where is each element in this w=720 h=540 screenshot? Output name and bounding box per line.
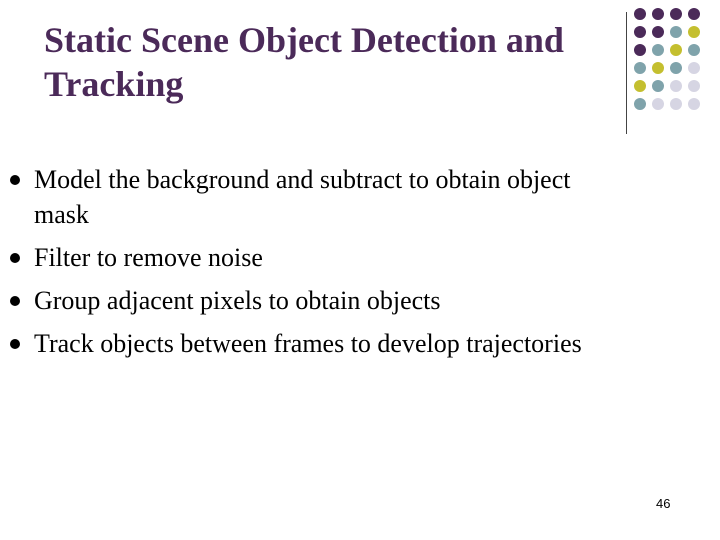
bullet-item [12,283,612,318]
bullet-text: Model the background and subtract to obtain object mask [34,165,571,229]
decorative-dot [670,44,682,56]
decorative-dot [688,80,700,92]
decorative-dot [634,26,646,38]
bullet-dot-icon [10,175,20,185]
decorative-dot [634,98,646,110]
decorative-dot [670,62,682,74]
decorative-dot [670,8,682,20]
decorative-dot [634,44,646,56]
decorative-dot [688,44,700,56]
bullet-text: Filter to remove noise [34,243,263,272]
decorative-dot [634,8,646,20]
bullet-item [12,326,612,361]
bullet-dot-icon [10,296,20,306]
decorative-dot [670,26,682,38]
page-number: 46 [656,496,671,511]
decorative-dot [688,8,700,20]
title-divider-line [626,12,627,134]
slide-title: Static Scene Object Detection and Tracking [44,20,564,104]
bullet-item [12,162,612,232]
decorative-dot [652,62,664,74]
decorative-dot [652,44,664,56]
decorative-dot [652,98,664,110]
bullet-text: Track objects between frames to develop trajectories [34,329,582,358]
decorative-dot [652,26,664,38]
decorative-dot [652,80,664,92]
bullet-list [12,162,612,369]
bullet-item [12,240,612,275]
decorative-dot [688,98,700,110]
decorative-dot [652,8,664,20]
bullet-dot-icon [10,339,20,349]
decorative-dot [634,80,646,92]
decorative-dot [688,26,700,38]
bullet-dot-icon [10,253,20,263]
decorative-dot [670,98,682,110]
decorative-dot [634,62,646,74]
bullet-text: Group adjacent pixels to obtain objects [34,286,441,315]
decorative-dot-grid [634,8,720,118]
decorative-dot [670,80,682,92]
decorative-dot [688,62,700,74]
